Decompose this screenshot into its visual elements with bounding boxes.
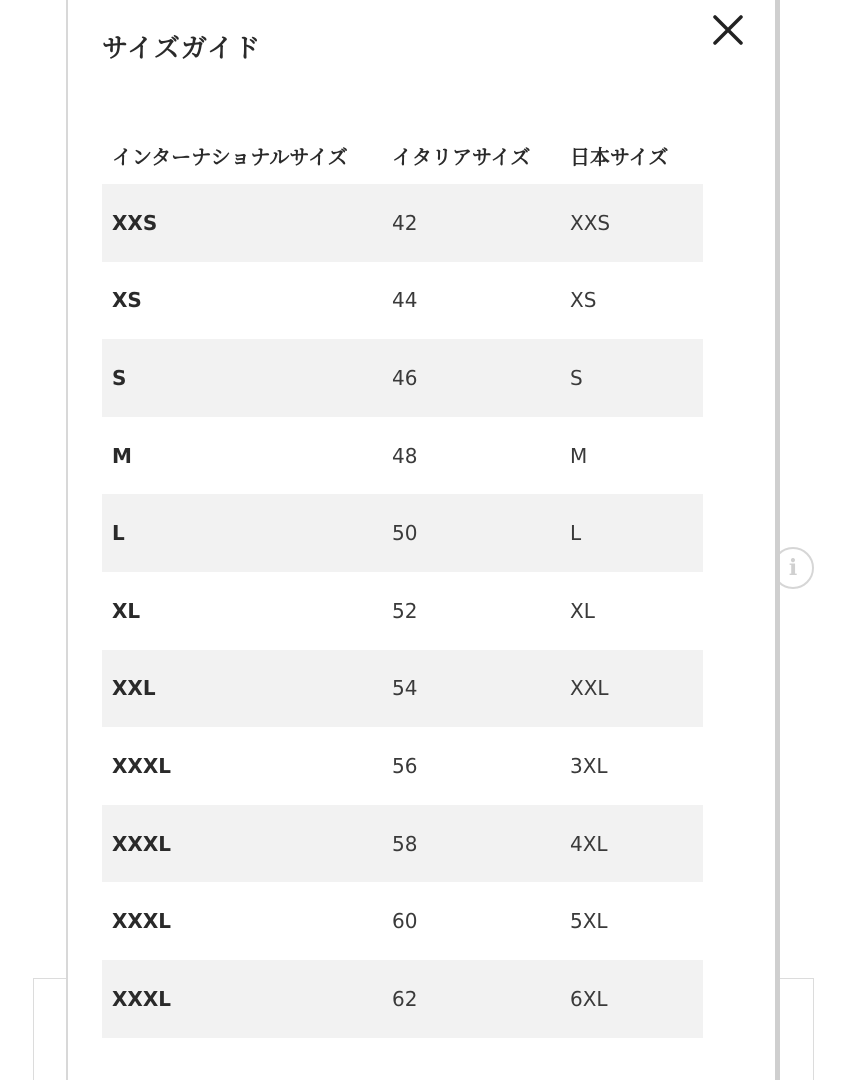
table-row [102, 262, 703, 340]
cell-international-size: S [102, 339, 392, 417]
table-row [102, 960, 703, 1038]
cell-international-size: L [102, 494, 392, 572]
table-row [102, 417, 703, 495]
table-row [102, 184, 703, 262]
table-header-row [102, 130, 703, 184]
cell-japan-size: S [570, 339, 703, 417]
header-japan-size: 日本サイズ [570, 144, 669, 169]
cell-italy-size: 44 [392, 288, 418, 313]
cell-japan-size: 6XL [570, 960, 703, 1038]
cell-japan-size: XL [570, 598, 595, 623]
cell-italy-size: 54 [392, 650, 570, 728]
cell-japan-size: M [570, 443, 588, 468]
header-italy-size: イタリアサイズ [392, 144, 531, 169]
table-row [102, 339, 703, 417]
cell-japan-size: XXL [570, 650, 703, 728]
table-row [102, 805, 703, 883]
info-icon[interactable]: i [772, 547, 814, 589]
table-row [102, 650, 703, 728]
table-row [102, 572, 703, 650]
table-body [102, 184, 703, 1038]
cell-international-size: XS [112, 288, 142, 313]
cell-italy-size: 52 [392, 598, 418, 623]
cell-international-size: XXS [102, 184, 392, 262]
cell-international-size: XXL [102, 650, 392, 728]
table-row [102, 727, 703, 805]
cell-italy-size: 62 [392, 960, 570, 1038]
cell-japan-size: 5XL [570, 909, 608, 934]
cell-japan-size: XS [570, 288, 597, 313]
close-icon [706, 8, 750, 52]
table-row [102, 882, 703, 960]
cell-italy-size: 58 [392, 805, 570, 883]
close-button[interactable] [706, 8, 750, 52]
size-guide-modal [66, 0, 780, 1080]
cell-international-size: XXXL [102, 805, 392, 883]
cell-japan-size: 4XL [570, 805, 703, 883]
table-row [102, 494, 703, 572]
cell-japan-size: 3XL [570, 753, 608, 778]
cell-italy-size: 60 [392, 909, 418, 934]
header-international-size: インターナショナルサイズ [112, 144, 348, 169]
cell-italy-size: 50 [392, 494, 570, 572]
cell-italy-size: 46 [392, 339, 570, 417]
cell-international-size: XXXL [112, 753, 172, 778]
cell-international-size: XXXL [112, 909, 172, 934]
cell-italy-size: 48 [392, 443, 418, 468]
size-table [102, 130, 703, 1038]
cell-international-size: XXXL [102, 960, 392, 1038]
cell-italy-size: 56 [392, 753, 418, 778]
cell-japan-size: L [570, 494, 703, 572]
modal-title: サイズガイド [102, 34, 262, 64]
cell-japan-size: XXS [570, 184, 703, 262]
cell-international-size: XL [112, 598, 141, 623]
cell-italy-size: 42 [392, 184, 570, 262]
cell-international-size: M [112, 443, 132, 468]
